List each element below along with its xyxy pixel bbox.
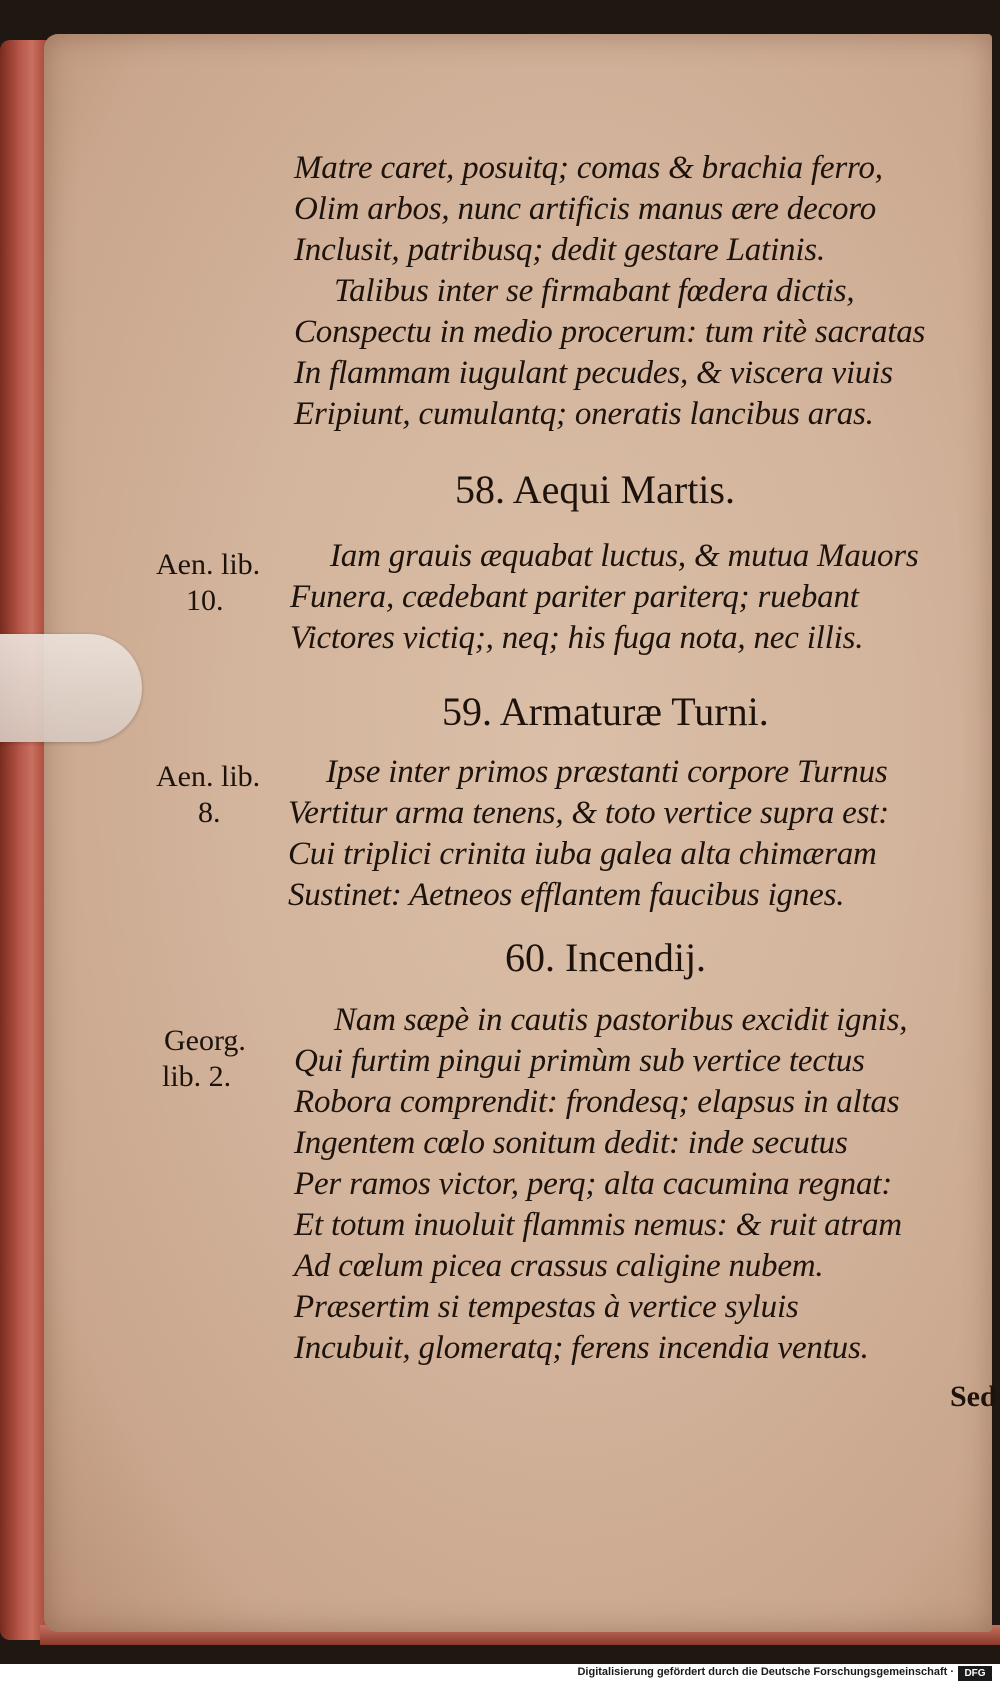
poem-line: Funera, cædebant pariter pariterq; ruebant <box>290 579 859 615</box>
section-heading-60: 60. Incendij. <box>505 935 707 980</box>
section-heading-58: 58. Aequi Martis. <box>455 467 735 512</box>
poem-line: Matre caret, posuitq; comas & brachia ferro, <box>294 150 883 186</box>
poem-line: Iam grauis æquabat luctus, & mutua Mauors <box>330 538 919 574</box>
margin-note: 10. <box>186 584 224 617</box>
poem-line: Incubuit, glomeratq; ferens incendia ventus. <box>294 1330 869 1366</box>
footer-credit: Digitalisierung gefördert durch die Deutsche Forschungsgemeinschaft · <box>577 1666 954 1678</box>
poem-line: Per ramos victor, perq; alta cacumina regnat: <box>294 1166 893 1202</box>
margin-note: lib. 2. <box>162 1060 232 1093</box>
poem-line: Eripiunt, cumulantq; oneratis lancibus aras. <box>294 396 874 432</box>
digitization-footer <box>0 1664 1000 1684</box>
poem-line: Victores victiq;, neq; his fuga nota, nec illis. <box>290 620 864 656</box>
poem-line: Inclusit, patribusq; dedit gestare Latinis. <box>294 232 826 268</box>
poem-line: Conspectu in medio procerum: tum ritè sacratas <box>294 314 926 350</box>
margin-note: Aen. lib. <box>156 760 261 793</box>
margin-note: Aen. lib. <box>156 548 261 581</box>
poem-line: Robora comprendit: frondesq; elapsus in altas <box>294 1084 900 1120</box>
poem-line: Et totum inuoluit flammis nemus: & ruit atram <box>294 1207 902 1243</box>
poem-line: Vertitur arma tenens, & toto vertice supra est: <box>288 795 890 831</box>
poem-line: Ad cœlum picea crassus caligine nubem. <box>294 1248 824 1284</box>
poem-line: Sustinet: Aetneos efflantem faucibus ignes. <box>288 877 845 913</box>
catchword: Sed <box>950 1380 997 1413</box>
poem-line: Cui triplici crinita iuba galea alta chimæram <box>288 836 877 872</box>
poem-line: Talibus inter se firmabant fœdera dictis, <box>334 273 855 309</box>
poem-line: Præsertim si tempestas à vertice syluis <box>294 1289 799 1325</box>
poem-line: Olim arbos, nunc artificis manus ære decoro <box>294 191 877 227</box>
section-heading-59: 59. Armaturæ Turni. <box>442 689 769 734</box>
dfg-logo-icon: DFG <box>958 1666 992 1681</box>
poem-line: Nam sæpè in cautis pastoribus excidit ignis, <box>334 1002 908 1038</box>
poem-line: Ipse inter primos præstanti corpore Turnus <box>326 754 888 790</box>
poem-line: Qui furtim pingui primùm sub vertice tectus <box>294 1043 865 1079</box>
margin-note: 8. <box>198 796 221 829</box>
margin-note: Georg. <box>164 1024 246 1057</box>
poem-line: In flammam iugulant pecudes, & viscera viuis <box>294 355 893 391</box>
poem-line: Ingentem cœlo sonitum dedit: inde secutus <box>294 1125 848 1161</box>
